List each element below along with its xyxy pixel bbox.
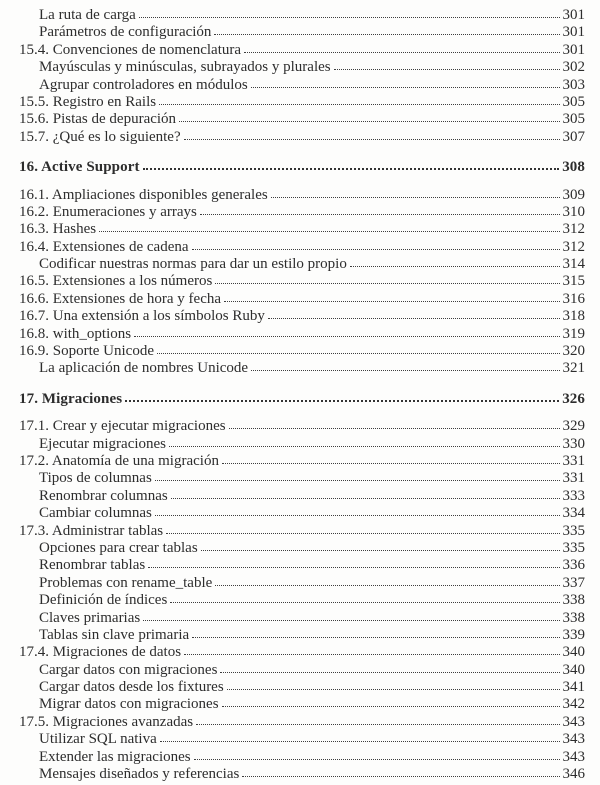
toc-entry-page: 312 — [562, 238, 585, 255]
toc-entry-title: Codificar nuestras normas para dar un estilo propio — [39, 256, 347, 273]
toc-entry-title: 16. Active Support — [19, 159, 140, 176]
toc-entry-page: 329 — [562, 418, 585, 435]
dotted-leader — [160, 741, 560, 742]
toc-entry-row — [19, 662, 585, 679]
toc-entry-page: 301 — [562, 41, 585, 58]
toc-entry-page: 335 — [562, 522, 585, 539]
dotted-leader — [171, 498, 560, 499]
toc-entry-title: Definición de índices — [39, 592, 168, 609]
toc-entry-page: 318 — [562, 308, 585, 325]
toc-entry-title: Agrupar controladores en módulos — [39, 76, 248, 93]
toc-entry-title: 16.7. Una extensión a los símbolos Ruby — [19, 308, 265, 325]
toc-entry-page: 321 — [562, 360, 585, 377]
toc-entry-page: 331 — [562, 470, 585, 487]
dotted-leader — [155, 480, 560, 481]
toc-entry-page: 310 — [562, 203, 585, 220]
toc-entry-row — [19, 436, 585, 453]
toc-entry-row — [19, 77, 585, 94]
dotted-leader — [242, 776, 559, 777]
dotted-leader — [220, 672, 559, 673]
toc-entry-page: 316 — [562, 290, 585, 307]
toc-entry-page: 343 — [562, 731, 585, 748]
toc-entry-page: 346 — [562, 766, 585, 783]
toc-entry-title: Claves primarias — [39, 609, 141, 626]
dotted-leader — [222, 706, 560, 707]
toc-entry-page: 305 — [562, 93, 585, 110]
toc-entry-title: Mensajes diseñados y referencias — [39, 766, 240, 783]
dotted-leader — [214, 34, 559, 35]
toc-entry-title: Cargar datos desde los fixtures — [39, 679, 224, 696]
toc-entry-title: La aplicación de nombres Unicode — [39, 360, 249, 377]
toc-entry-title: 16.8. with_options — [19, 325, 132, 342]
dotted-leader — [170, 602, 559, 603]
toc-entry-title: Opciones para crear tablas — [39, 539, 198, 556]
dotted-leader — [143, 168, 560, 170]
dotted-leader — [271, 197, 560, 198]
dotted-leader — [196, 724, 559, 725]
toc-entry-title: 16.4. Extensiones de cadena — [19, 238, 189, 255]
dotted-leader — [184, 139, 560, 140]
toc-entry-title: Parámetros de configuración — [39, 24, 212, 41]
toc-entry-row — [19, 418, 585, 435]
toc-entry-page: 340 — [562, 644, 585, 661]
dotted-leader — [143, 620, 559, 621]
dotted-leader — [222, 463, 560, 464]
toc-entry-title: Utilizar SQL nativa — [39, 731, 157, 748]
toc-entry-row — [19, 204, 585, 221]
dotted-leader — [192, 249, 560, 250]
dotted-leader — [227, 689, 560, 690]
toc-entry-row — [19, 505, 585, 522]
toc-entry-row — [19, 488, 585, 505]
dotted-leader — [148, 567, 559, 568]
toc-entry-title: 15.7. ¿Qué es lo siguiente? — [19, 128, 181, 145]
toc-entry-row — [19, 731, 585, 748]
toc-entry-row — [19, 627, 585, 644]
dotted-leader — [334, 69, 560, 70]
toc-entry-row — [19, 94, 585, 111]
toc-entry-row — [19, 326, 585, 343]
toc-entry-title: Migrar datos con migraciones — [39, 696, 219, 713]
dotted-leader — [139, 17, 560, 18]
toc-entry-page: 343 — [562, 748, 585, 765]
dotted-leader — [179, 121, 559, 122]
toc-entry-row — [19, 610, 585, 627]
dotted-leader — [125, 400, 559, 402]
toc-entry-page: 331 — [562, 452, 585, 469]
toc-entry-row — [19, 696, 585, 713]
toc-chapter-row — [19, 391, 585, 408]
toc-entry-row — [19, 291, 585, 308]
toc-entry-page: 338 — [562, 592, 585, 609]
dotted-leader — [201, 550, 560, 551]
toc-entry-row — [19, 749, 585, 766]
toc-entry-title: 15.4. Convenciones de nomenclatura — [19, 41, 242, 58]
toc-entry-row — [19, 7, 585, 24]
dotted-leader — [251, 370, 559, 371]
dotted-leader — [169, 446, 559, 447]
toc-entry-row — [19, 59, 585, 76]
toc-entry-title: 17. Migraciones — [19, 390, 123, 407]
toc-entry-title: 17.1. Crear y ejecutar migraciones — [19, 418, 226, 435]
toc-entry-page: 301 — [562, 7, 585, 23]
toc-entry-page: 340 — [562, 661, 585, 678]
toc-entry-title: Tablas sin clave primaria — [39, 626, 190, 643]
toc-entry-row — [19, 575, 585, 592]
toc-entry-title: 16.6. Extensiones de hora y fecha — [19, 290, 222, 307]
toc-entry-page: 312 — [562, 221, 585, 238]
dotted-leader — [194, 759, 560, 760]
toc-chapter-row — [19, 159, 585, 176]
toc-entry-page: 326 — [562, 390, 585, 407]
toc-entry-title: 17.3. Administrar tablas — [19, 522, 164, 539]
toc-entry-title: 17.4. Migraciones de datos — [19, 644, 182, 661]
toc-entry-page: 335 — [562, 539, 585, 556]
toc-entry-title: 17.5. Migraciones avanzadas — [19, 713, 194, 730]
dotted-leader — [251, 87, 560, 88]
dotted-leader — [184, 654, 559, 655]
toc-entry-page: 303 — [562, 76, 585, 93]
toc-entry-page: 334 — [562, 505, 585, 522]
toc-entry-page: 305 — [562, 111, 585, 128]
toc-entry-page: 338 — [562, 609, 585, 626]
toc-entry-row — [19, 308, 585, 325]
toc-entry-title: 17.2. Anatomía de una migración — [19, 452, 219, 469]
toc-entry-row — [19, 273, 585, 290]
dotted-leader — [215, 283, 559, 284]
toc-entry-row — [19, 523, 585, 540]
toc-entry-page: 307 — [562, 128, 585, 145]
toc-entry-row — [19, 679, 585, 696]
toc-list — [19, 7, 585, 783]
toc-entry-row — [19, 42, 585, 59]
toc-entry-title: 15.6. Pistas de depuración — [19, 111, 177, 128]
toc-entry-page: 301 — [562, 24, 585, 41]
toc-entry-row — [19, 557, 585, 574]
toc-entry-title: 16.5. Extensiones a los números — [19, 273, 213, 290]
dotted-leader — [244, 52, 559, 53]
toc-entry-page: 333 — [562, 487, 585, 504]
toc-entry-row — [19, 343, 585, 360]
toc-entry-page: 341 — [562, 679, 585, 696]
toc-entry-page: 336 — [562, 557, 585, 574]
toc-entry-page: 330 — [562, 435, 585, 452]
toc-entry-row — [19, 221, 585, 238]
toc-entry-row — [19, 360, 585, 377]
toc-entry-title: Ejecutar migraciones — [39, 435, 167, 452]
toc-entry-title: Problemas con rename_table — [39, 574, 213, 591]
toc-entry-title: 16.1. Ampliaciones disponibles generales — [19, 186, 268, 203]
toc-entry-row — [19, 24, 585, 41]
toc-entry-row — [19, 592, 585, 609]
toc-entry-row — [19, 714, 585, 731]
dotted-leader — [159, 104, 559, 105]
toc-entry-page: 314 — [562, 256, 585, 273]
toc-entry-page: 342 — [562, 696, 585, 713]
dotted-leader — [155, 515, 560, 516]
toc-entry-title: La ruta de carga — [39, 7, 136, 23]
toc-entry-row — [19, 129, 585, 146]
dotted-leader — [200, 214, 560, 215]
dotted-leader — [224, 301, 559, 302]
toc-entry-title: Cargar datos con migraciones — [39, 661, 218, 678]
toc-entry-page: 308 — [562, 159, 585, 176]
toc-entry-row — [19, 187, 585, 204]
toc-entry-row — [19, 111, 585, 128]
toc-entry-title: 16.2. Enumeraciones y arrays — [19, 203, 197, 220]
toc-entry-title: Renombrar columnas — [39, 487, 168, 504]
toc-entry-page: 339 — [562, 626, 585, 643]
dotted-leader — [99, 231, 559, 232]
dotted-leader — [157, 353, 560, 354]
toc-entry-page: 319 — [562, 325, 585, 342]
toc-entry-row — [19, 239, 585, 256]
toc-entry-title: Mayúsculas y minúsculas, subrayados y plurales — [39, 59, 331, 76]
toc-entry-row — [19, 644, 585, 661]
toc-entry-page: 315 — [562, 273, 585, 290]
dotted-leader — [350, 266, 560, 267]
toc-entry-page: 343 — [562, 713, 585, 730]
toc-entry-title: 16.3. Hashes — [19, 221, 97, 238]
toc-entry-title: Tipos de columnas — [39, 470, 152, 487]
dotted-leader — [229, 428, 560, 429]
toc-entry-title: 16.9. Soporte Unicode — [19, 343, 154, 360]
toc-entry-title: 15.5. Registro en Rails — [19, 93, 157, 110]
toc-entry-page: 309 — [562, 186, 585, 203]
dotted-leader — [166, 533, 559, 534]
dotted-leader — [134, 336, 559, 337]
toc-entry-page: 337 — [562, 574, 585, 591]
toc-entry-row — [19, 256, 585, 273]
dotted-leader — [268, 318, 560, 319]
toc-entry-page: 320 — [562, 343, 585, 360]
dotted-leader — [192, 637, 559, 638]
toc-entry-row — [19, 470, 585, 487]
toc-entry-row — [19, 453, 585, 470]
toc-entry-row — [19, 766, 585, 783]
toc-entry-row — [19, 540, 585, 557]
toc-entry-title: Cambiar columnas — [39, 505, 152, 522]
toc-entry-page: 302 — [562, 59, 585, 76]
toc-entry-title: Renombrar tablas — [39, 557, 146, 574]
toc-entry-title: Extender las migraciones — [39, 748, 191, 765]
dotted-leader — [215, 585, 559, 586]
